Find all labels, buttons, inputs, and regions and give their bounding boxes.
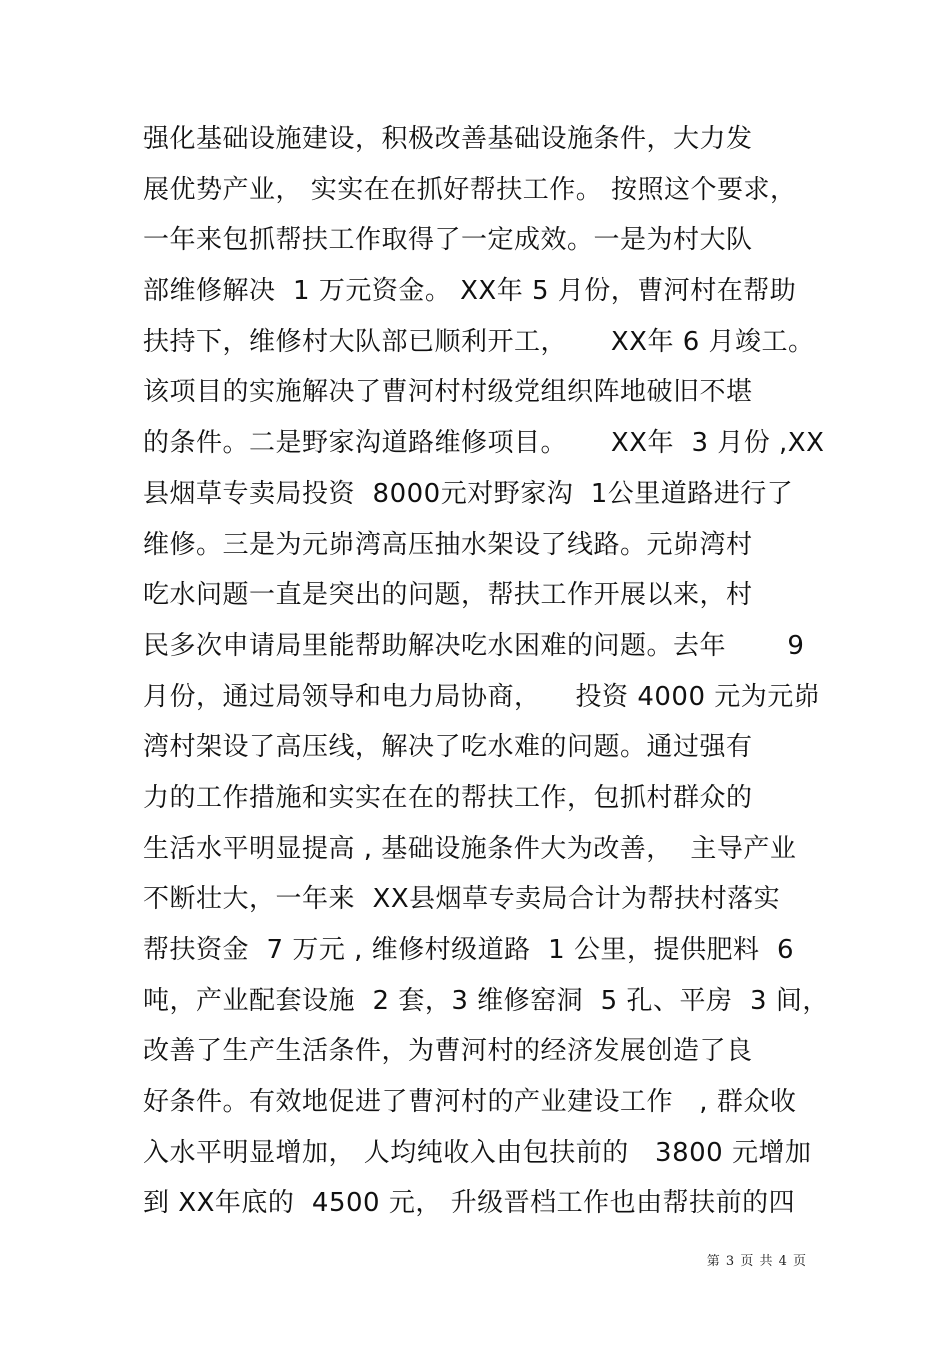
text-line: 展优势产业， 实实在在抓好帮扶工作。 按照这个要求， (143, 174, 797, 205)
text-line: 帮扶资金 7 万元 , 维修村级道路 1 公里，提供肥料 6 (143, 935, 795, 965)
text-line: 好条件。有效地促进了曹河村的产业建设工作 , 群众收 (143, 1087, 797, 1118)
text-line: 一年来包抓帮扶工作取得了一定成效。一是为村大队 (143, 225, 753, 256)
page-number: 第 3 页 共 4 页 (706, 1254, 807, 1269)
text-line: 强化基础设施建设，积极改善基础设施条件，大力发 (143, 124, 753, 154)
text-line: 扶持下，维修村大队部已顺利开工， XX年 6 月竣工。 (143, 326, 815, 357)
text-line: 改善了生产生活条件，为曹河村的经济发展创造了良 (143, 1036, 753, 1067)
text-line: 入水平明显增加， 人均纯收入由包扶前的 3800 元增加 (143, 1137, 812, 1168)
text-line: 吨，产业配套设施 2 套，3 维修窑洞 5 孔、平房 3 间， (143, 985, 829, 1016)
text-line: 不断壮大，一年来 XX县烟草专卖局合计为帮扶村落实 (143, 884, 781, 915)
text-line: 力的工作措施和实实在在的帮扶工作，包抓村群众的 (143, 782, 753, 813)
text-line: 县烟草专卖局投资 8000元对野家沟 1公里道路进行了 (143, 478, 794, 509)
text-line: 生活水平明显提高 , 基础设施条件大为改善， 主导产业 (143, 833, 797, 864)
text-line: 维修。三是为元峁湾高压抽水架设了线路。元峁湾村 (143, 529, 753, 560)
body-paragraph (143, 114, 829, 1229)
text-line: 民多次申请局里能帮助解决吃水困难的问题。去年 9 (143, 630, 805, 661)
text-line: 到 XX年底的 4500 元， 升级晋档工作也由帮扶前的四 (143, 1188, 796, 1219)
text-line: 该项目的实施解决了曹河村村级党组织阵地破旧不堪 (143, 377, 753, 408)
text-line: 湾村架设了高压线，解决了吃水难的问题。通过强有 (143, 732, 753, 763)
text-line: 月份，通过局领导和电力局协商， 投资 4000 元为元峁 (143, 681, 821, 712)
text-line: 吃水问题一直是突出的问题，帮扶工作开展以来，村 (143, 580, 753, 611)
text-line: 的条件。二是野家沟道路维修项目。 XX年 3 月份 ,XX (143, 428, 825, 459)
text-line: 部维修解决 1 万元资金。 XX年 5 月份，曹河村在帮助 (143, 276, 797, 307)
